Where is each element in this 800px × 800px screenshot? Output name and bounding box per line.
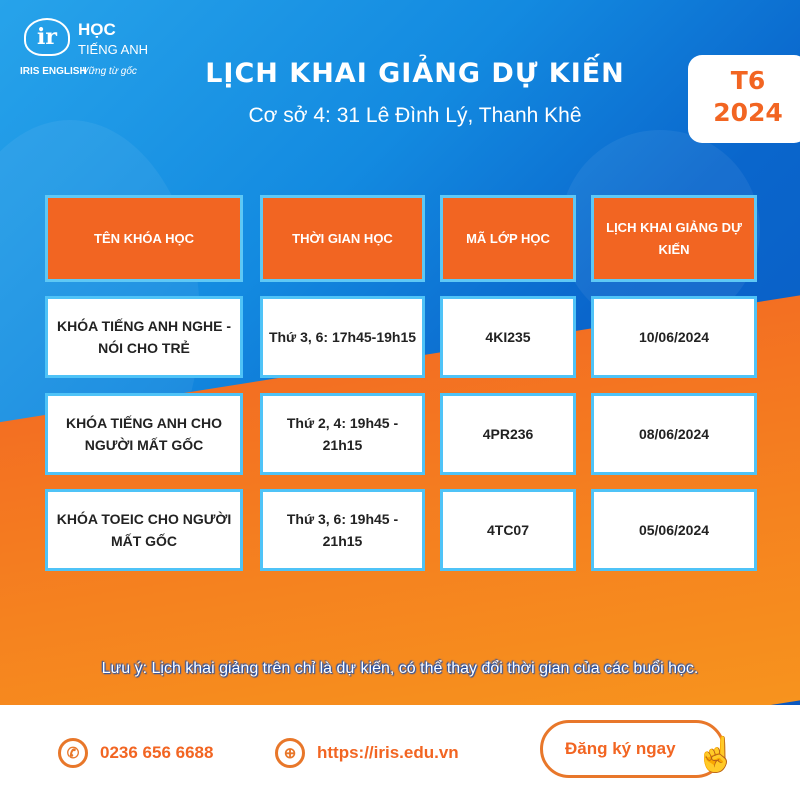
table-cell: 10/06/2024 — [591, 296, 757, 378]
table-cell: Thứ 3, 6: 17h45-19h15 — [260, 296, 425, 378]
table-header-cell: TÊN KHÓA HỌC — [45, 195, 243, 282]
badge-month: T6 — [730, 66, 766, 95]
phone-link[interactable] — [58, 738, 213, 768]
table-header-cell: THỜI GIAN HỌC — [260, 195, 425, 282]
table-cell: 4PR236 — [440, 393, 576, 475]
logo-mark: ir — [24, 18, 70, 56]
table-cell: 4TC07 — [440, 489, 576, 571]
note: Lưu ý: Lịch khai giảng trên chỉ là dự kiến, có thể thay đổi thời gian của các buổi học. — [101, 660, 699, 677]
website-url: https://iris.edu.vn — [317, 743, 459, 762]
phone-icon: ✆ — [58, 738, 88, 768]
logo-slogan: Vững từ gốc — [82, 66, 137, 77]
logo-brand2: TIẾNG ANH — [78, 42, 149, 57]
page-subtitle: Cơ sở 4: 31 Lê Đình Lý, Thanh Khê — [248, 104, 582, 127]
date-badge — [688, 55, 800, 143]
website-link[interactable] — [275, 738, 459, 768]
table-cell: KHÓA TIẾNG ANH NGHE - NÓI CHO TRẺ — [45, 296, 243, 378]
logo-brand: HỌC — [78, 20, 116, 39]
table-header-cell: LỊCH KHAI GIẢNG DỰ KIẾN — [591, 195, 757, 282]
table-cell: Thứ 3, 6: 19h45 - 21h15 — [260, 489, 425, 571]
table-cell: 4KI235 — [440, 296, 576, 378]
phone-number: 0236 656 6688 — [100, 743, 214, 762]
table-cell: 08/06/2024 — [591, 393, 757, 475]
badge-year: 2024 — [713, 98, 783, 127]
table-cell: Thứ 2, 4: 19h45 - 21h15 — [260, 393, 425, 475]
table-cell: KHÓA TIẾNG ANH CHO NGƯỜI MẤT GỐC — [45, 393, 243, 475]
hand-pointer-icon: ☝ — [695, 736, 738, 774]
globe-icon: ⊕ — [275, 738, 305, 768]
logo-name: IRIS ENGLISH — [20, 66, 87, 77]
table-cell: 05/06/2024 — [591, 489, 757, 571]
register-label: Đăng ký ngay — [565, 739, 676, 758]
page-title: LỊCH KHAI GIẢNG DỰ KIẾN — [205, 58, 625, 89]
table-header-cell: MÃ LỚP HỌC — [440, 195, 576, 282]
table-cell: KHÓA TOEIC CHO NGƯỜI MẤT GỐC — [45, 489, 243, 571]
